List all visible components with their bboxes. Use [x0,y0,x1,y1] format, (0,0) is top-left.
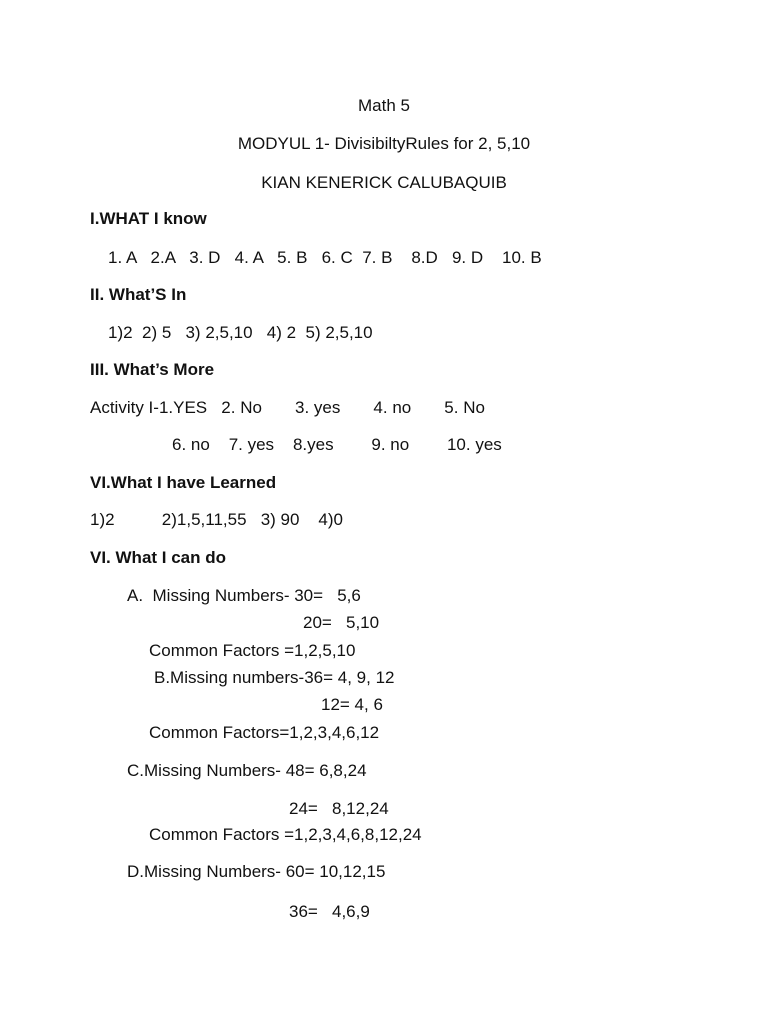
item-c-missing-numbers: C.Missing Numbers- 48= 6,8,24 [127,761,367,780]
module-title: MODYUL 1- DivisibiltyRules for 2, 5,10 [237,134,531,153]
item-a-common-factors: Common Factors =1,2,5,10 [149,641,356,660]
item-c-common-factors: Common Factors =1,2,3,4,6,8,12,24 [149,825,422,844]
item-a-missing-numbers: A. Missing Numbers- 30= 5,6 [127,586,361,605]
whats-more-row-1: Activity I-1.YES 2. No 3. yes 4. no 5. No [90,398,485,417]
section-what-i-have-learned-heading: VI.What I have Learned [90,473,277,492]
what-i-have-learned-answers: 1)2 2)1,5,11,55 3) 90 4)0 [90,510,343,529]
item-c-second-number: 24= 8,12,24 [289,799,389,818]
whats-more-row-2: 6. no 7. yes 8.yes 9. no 10. yes [172,435,502,454]
student-name: KIAN KENERICK CALUBAQUIB [261,173,507,192]
item-b-missing-numbers: B.Missing numbers-36= 4, 9, 12 [154,668,395,687]
what-i-know-answers: 1. A 2.A 3. D 4. A 5. B 6. C 7. B 8.D 9. D 10. B [108,248,542,267]
section-whats-more-heading: III. What’s More [90,360,215,379]
whats-in-answers: 1)2 2) 5 3) 2,5,10 4) 2 5) 2,5,10 [108,323,373,342]
item-d-missing-numbers: D.Missing Numbers- 60= 10,12,15 [127,862,386,881]
item-b-common-factors: Common Factors=1,2,3,4,6,12 [149,723,380,742]
section-whats-in-heading: II. What’S In [90,285,187,304]
item-b-second-number: 12= 4, 6 [321,695,383,714]
item-a-second-number: 20= 5,10 [303,613,380,632]
section-what-i-can-do-heading: VI. What I can do [90,548,227,567]
item-d-second-number: 36= 4,6,9 [289,902,370,921]
section-what-i-know-heading: I.WHAT I know [90,209,207,228]
subject-title: Math 5 [358,96,410,115]
